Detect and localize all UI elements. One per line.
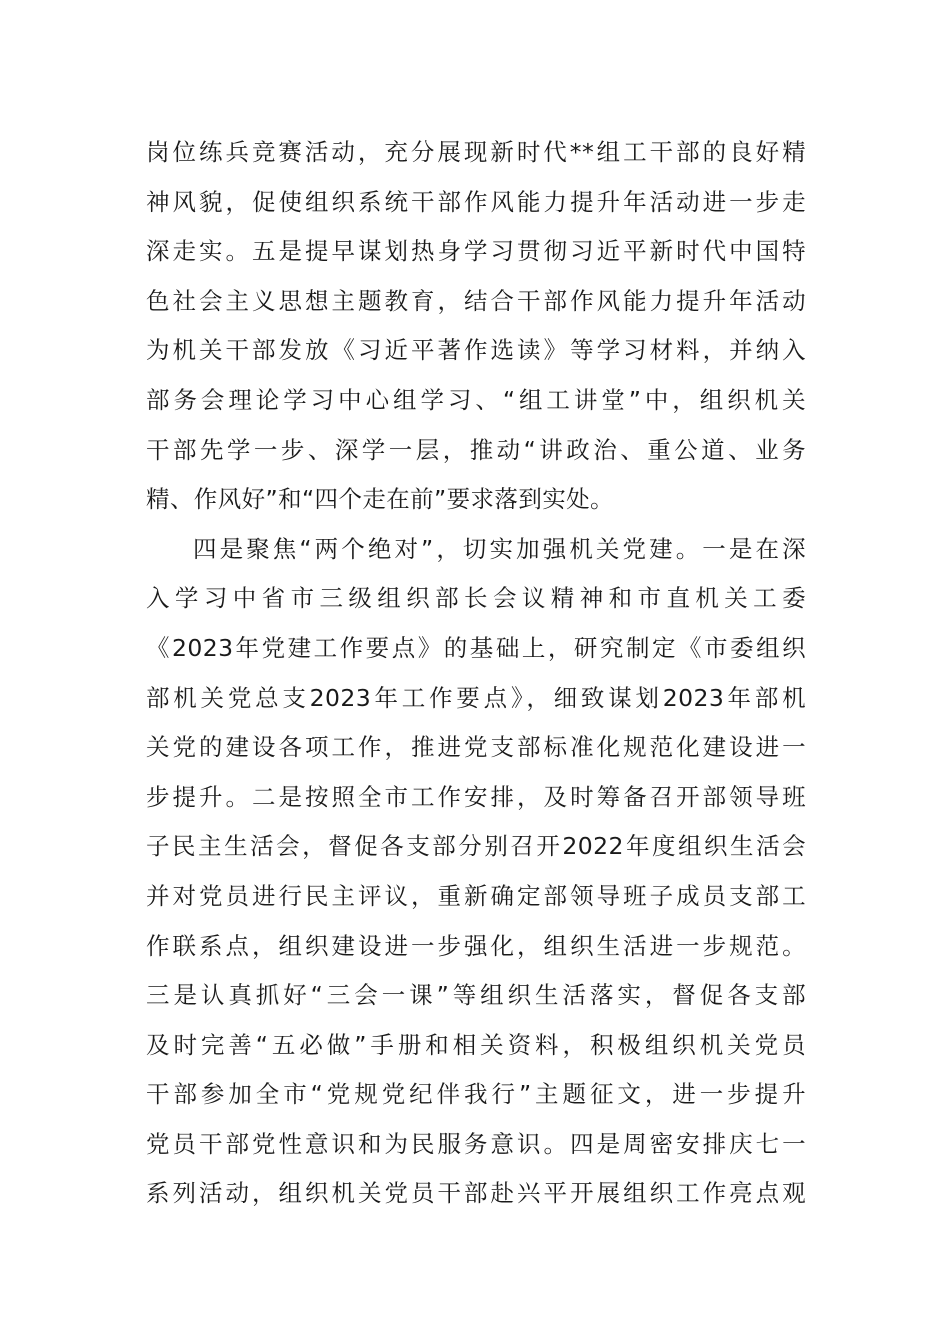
text-line: 并对党员进行民主评议，重新确定部领导班子成员支部工 <box>146 881 806 910</box>
text-line: 《2023年党建工作要点》的基础上，研究制定《市委组织 <box>146 633 806 662</box>
text-line: 子民主生活会，督促各支部分别召开2022年度组织生活会 <box>146 832 806 861</box>
text-line: 及时完善“五必做”手册和相关资料，积极组织机关党员 <box>146 1030 806 1059</box>
text-line: 为机关干部发放《习近平著作选读》等学习材料，并纳入 <box>146 336 806 365</box>
text-line: 步提升。二是按照全市工作安排，及时筹备召开部领导班 <box>146 782 806 811</box>
text-line: 干部先学一步、深学一层，推动“讲政治、重公道、业务 <box>146 435 806 464</box>
text-line: 干部参加全市“党规党纪伴我行”主题征文，进一步提升 <box>146 1080 806 1109</box>
text-line: 系列活动，组织机关党员干部赴兴平开展组织工作亮点观 <box>146 1179 806 1208</box>
text-line: 神风貌，促使组织系统干部作风能力提升年活动进一步走 <box>146 187 806 216</box>
paragraph-start-line: 四是聚焦“两个绝对”，切实加强机关党建。一是在深 <box>193 534 806 563</box>
text-line: 关党的建设各项工作，推进党支部标准化规范化建设进一 <box>146 733 806 762</box>
text-line: 深走实。五是提早谋划热身学习贯彻习近平新时代中国特 <box>146 237 806 266</box>
text-line: 精、作风好”和“四个走在前”要求落到实处。 <box>146 485 614 514</box>
text-line: 三是认真抓好“三会一课”等组织生活落实，督促各支部 <box>146 981 806 1010</box>
text-line: 岗位练兵竞赛活动，充分展现新时代**组工干部的良好精 <box>146 138 806 166</box>
text-line: 作联系点，组织建设进一步强化，组织生活进一步规范。 <box>146 931 806 960</box>
text-line: 入学习中省市三级组织部长会议精神和市直机关工委 <box>146 584 806 613</box>
text-line: 色社会主义思想主题教育，结合干部作风能力提升年活动 <box>146 286 806 315</box>
text-line: 部务会理论学习中心组学习、“组工讲堂”中，组织机关 <box>146 385 806 414</box>
body-text <box>146 128 806 1219</box>
text-line: 党员干部党性意识和为民服务意识。四是周密安排庆七一 <box>146 1129 806 1158</box>
text-line: 部机关党总支2023年工作要点》，细致谋划2023年部机 <box>146 683 806 712</box>
